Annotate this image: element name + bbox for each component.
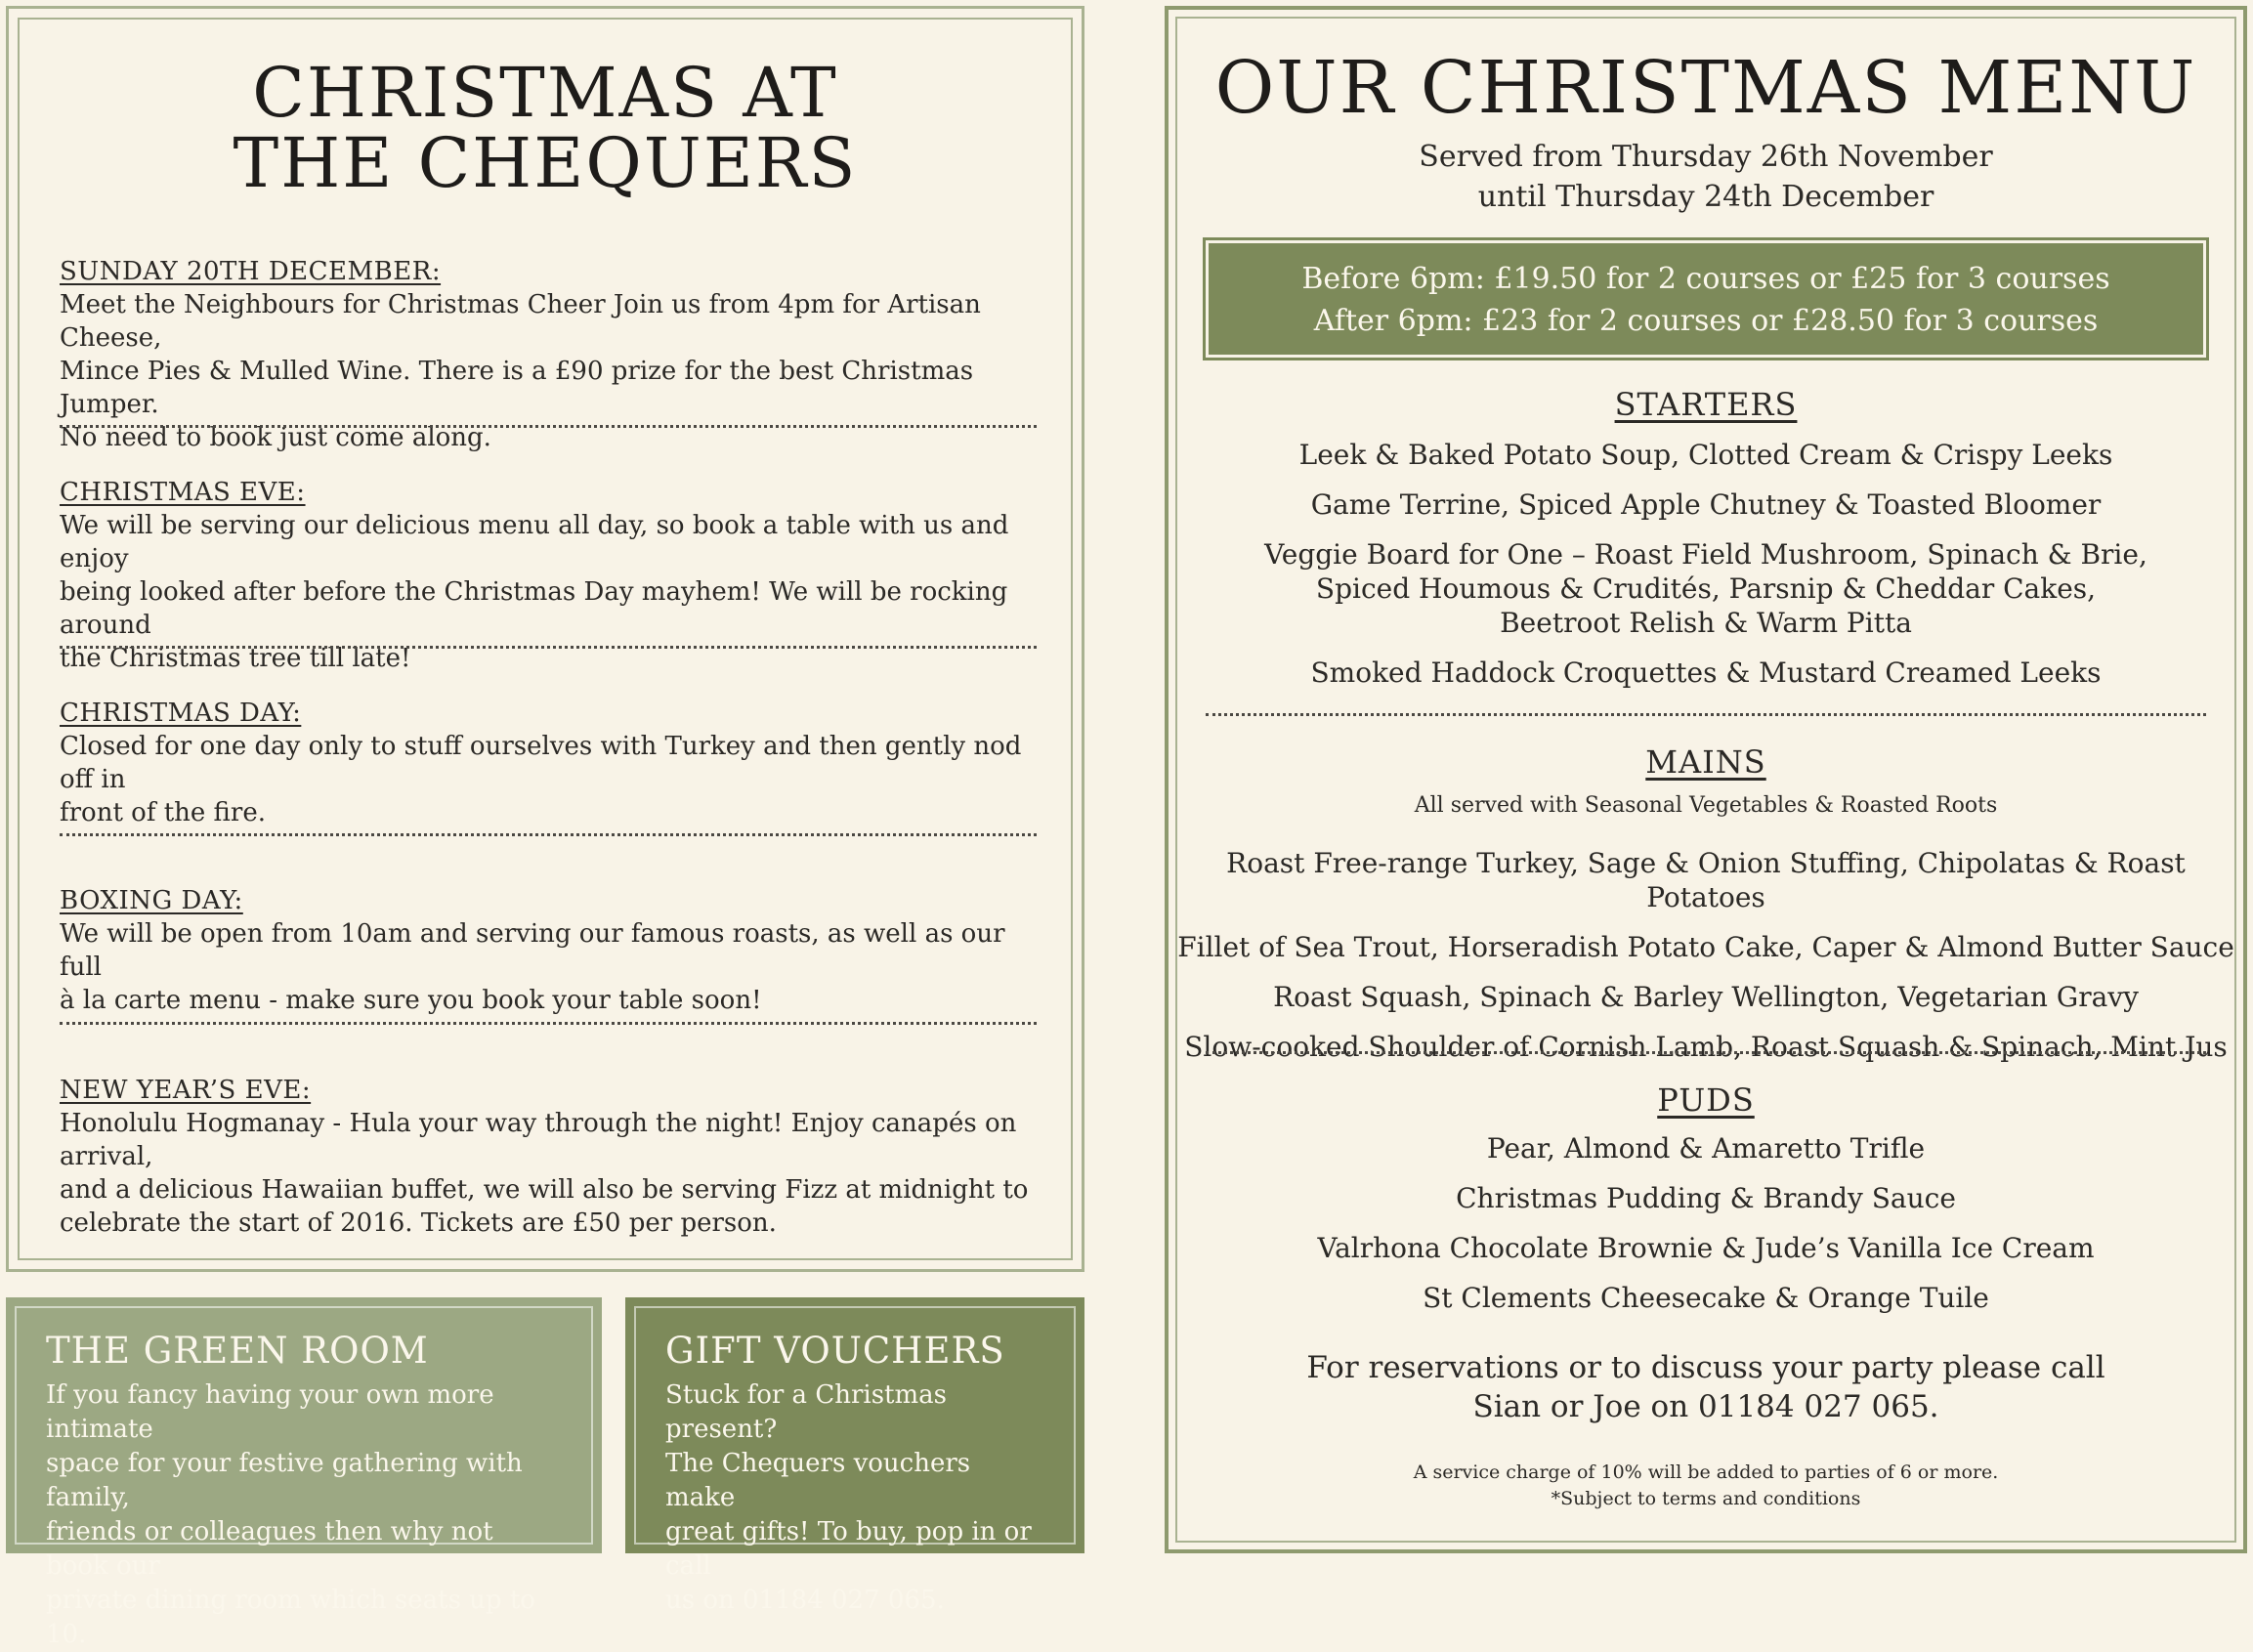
menu-item: Veggie Board for One – Roast Field Mushroom, Spinach & Brie, Spiced Houmous & Crudités, Parsnip & Cheddar Cakes, Beetroot Relish & Warm Pitta	[1264, 538, 2147, 639]
dotted-divider	[60, 833, 1037, 836]
green-room-inner	[15, 1306, 593, 1649]
event-text: Honolulu Hogmanay - Hula your way through the night! Enjoy canapés on arrival, and a delicious Hawaiian buffet, we will also be serving Fizz at midnight to celebrate the start of 2016. Tickets are £50 per person.	[60, 1109, 1029, 1238]
menu-item: Valrhona Chocolate Brownie & Jude’s Vanilla Ice Cream	[1317, 1232, 2095, 1264]
event-text: Closed for one day only to stuff ourselves with Turkey and then gently nod off in front of the fire.	[60, 732, 1022, 827]
menu-served-dates	[1169, 137, 2243, 217]
dotted-divider	[60, 1022, 1037, 1025]
menu-item: Pear, Almond & Amaretto Trifle	[1486, 1132, 1926, 1165]
mains-title: MAINS	[1645, 743, 1766, 781]
price-before-6pm: Before 6pm: £19.50 for 2 courses or £25 for 3 courses	[1301, 262, 2110, 296]
dotted-divider	[60, 425, 1037, 428]
events-title-line-2: THE CHEQUERS	[233, 123, 858, 203]
mains-note: All served with Seasonal Vegetables & Roasted Roots	[1414, 793, 1998, 818]
mains-list	[1169, 846, 2243, 1080]
events-title-line-1: CHRISTMAS AT	[252, 53, 838, 133]
menu-item: Slow-cooked Shoulder of Cornish Lamb, Roast Squash & Spinach, Mint Jus	[1184, 1031, 2228, 1063]
served-line-1: Served from Thursday 26th November	[1419, 140, 1993, 174]
christmas-menu-panel	[1165, 6, 2247, 1553]
gift-vouchers-box	[625, 1297, 1084, 1615]
menu-title: OUR CHRISTMAS MENU	[1214, 46, 2197, 130]
menu-item: Roast Free-range Turkey, Sage & Onion Stuffing, Chipolatas & Roast Potatoes	[1226, 847, 2186, 913]
menu-item: Game Terrine, Spiced Apple Chutney & Toasted Bloomer	[1310, 488, 2102, 521]
event-text: We will be serving our delicious menu all day, so book a table with us and enjoy being looked after before the Christmas Day mayhem! We will be rocking around the Christmas tree till late!	[60, 511, 1009, 673]
gift-vouchers-title: GIFT VOUCHERS	[665, 1330, 1005, 1372]
menu-item: Roast Squash, Spinach & Barley Wellington, Vegetarian Gravy	[1273, 981, 2139, 1013]
event-christmas-day	[60, 697, 1046, 829]
event-text: We will be open from 10am and serving our famous roasts, as well as our full à la carte menu - make sure you book your table soon!	[60, 919, 1005, 1015]
menu-item: Leek & Baked Potato Soup, Clotted Cream & Crispy Leeks	[1298, 439, 2113, 471]
reservation-info	[1169, 1348, 2243, 1426]
puds-title: PUDS	[1657, 1081, 1755, 1119]
event-heading: CHRISTMAS DAY:	[60, 699, 302, 728]
starters-list	[1169, 438, 2243, 705]
green-room-title: THE GREEN ROOM	[46, 1330, 429, 1372]
events-title	[9, 53, 1082, 203]
event-new-years-eve	[60, 1074, 1046, 1240]
dotted-divider	[1206, 713, 2206, 716]
dotted-divider	[60, 646, 1037, 649]
green-room-box	[6, 1297, 602, 1649]
green-room-text: If you fancy having your own more intimate space for your festive gathering with family, friends or colleagues then why not book our private dining room which seats up to 10.	[46, 1380, 535, 1649]
event-heading: NEW YEAR’S EVE:	[60, 1076, 312, 1105]
price-after-6pm: After 6pm: £23 for 2 courses or £28.50 for 3 courses	[1313, 304, 2099, 338]
event-heading: CHRISTMAS EVE:	[60, 478, 306, 507]
gift-vouchers-text: Stuck for a Christmas present? The Chequers vouchers make great gifts! To buy, pop in or call us on 01184 027 065.	[665, 1380, 1032, 1615]
menu-item: Fillet of Sea Trout, Horseradish Potato Cake, Caper & Almond Butter Sauce	[1177, 931, 2234, 963]
price-box	[1206, 240, 2206, 358]
menu-item: Christmas Pudding & Brandy Sauce	[1456, 1182, 1956, 1214]
event-heading: SUNDAY 20TH DECEMBER:	[60, 257, 442, 286]
gift-vouchers-inner	[634, 1306, 1076, 1615]
starters-title: STARTERS	[1614, 386, 1798, 423]
menu-item: Smoked Haddock Croquettes & Mustard Creamed Leeks	[1310, 657, 2102, 689]
puds-list	[1169, 1131, 2243, 1331]
service-charge-note: A service charge of 10% will be added to parties of 6 or more.	[1413, 1461, 1999, 1483]
menu-item: St Clements Cheesecake & Orange Tuile	[1423, 1282, 1989, 1314]
served-line-2: until Thursday 24th December	[1477, 180, 1934, 214]
reservation-line-1: For reservations or to discuss your party please call	[1306, 1350, 2105, 1385]
dotted-divider	[1206, 1051, 2206, 1054]
small-print	[1169, 1460, 2243, 1512]
event-text: Meet the Neighbours for Christmas Cheer Join us from 4pm for Artisan Cheese, Mince Pies & Mulled Wine. There is a £90 prize for the best Christmas Jumper. No need to book just come along.	[60, 290, 981, 452]
event-boxing-day	[60, 884, 1046, 1017]
events-panel	[6, 6, 1084, 1272]
event-heading: BOXING DAY:	[60, 886, 243, 915]
terms-note: *Subject to terms and conditions	[1551, 1488, 1861, 1509]
reservation-line-2: Sian or Joe on 01184 027 065.	[1472, 1389, 1939, 1424]
